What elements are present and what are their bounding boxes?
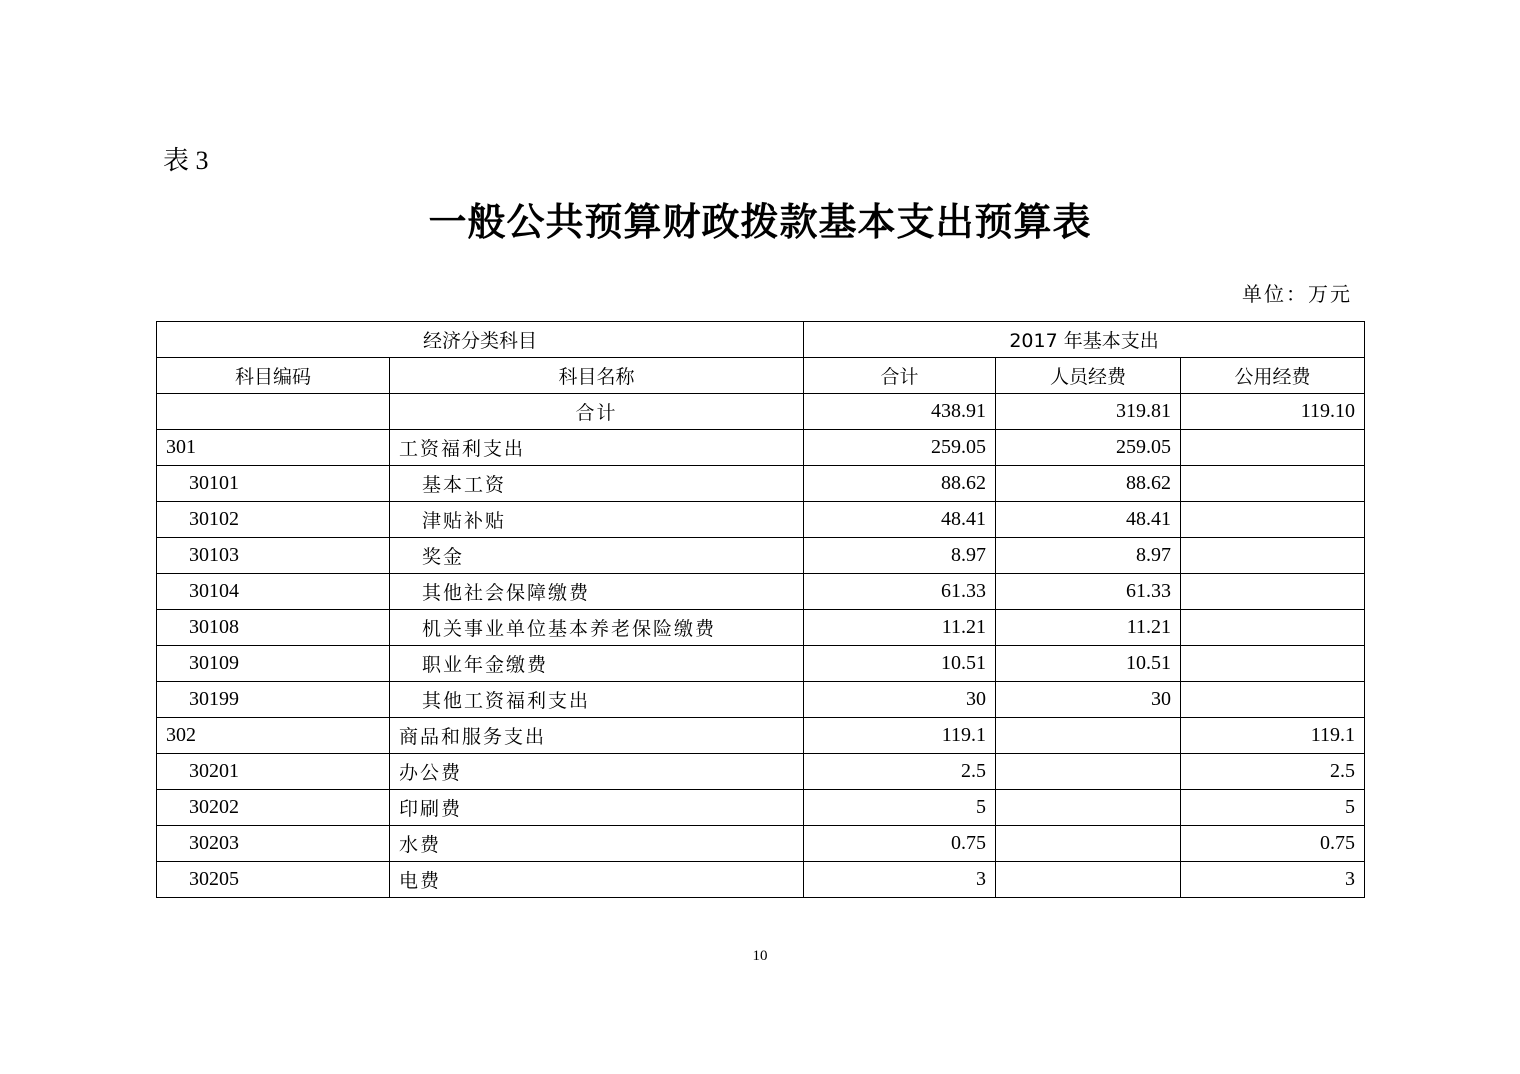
cell-public [1181, 682, 1365, 718]
cell-public [1181, 610, 1365, 646]
cell-total: 2.5 [804, 754, 996, 790]
cell-public: 119.1 [1181, 718, 1365, 754]
column-header-personnel: 人员经费 [996, 358, 1181, 394]
cell-code: 30104 [157, 574, 390, 610]
cell-public: 2.5 [1181, 754, 1365, 790]
column-header-name: 科目名称 [390, 358, 804, 394]
cell-personnel: 11.21 [996, 610, 1181, 646]
table-row [157, 538, 1365, 574]
table-row [157, 646, 1365, 682]
column-header-total: 合计 [804, 358, 996, 394]
cell-total: 30 [804, 682, 996, 718]
cell-total: 10.51 [804, 646, 996, 682]
cell-total: 259.05 [804, 430, 996, 466]
cell-name: 其他社会保障缴费 [390, 574, 804, 610]
cell-personnel: 48.41 [996, 502, 1181, 538]
page-number: 10 [752, 948, 768, 964]
cell-code: 30109 [157, 646, 390, 682]
cell-personnel [996, 826, 1181, 862]
group-header-row [157, 322, 1365, 358]
cell-personnel: 319.81 [996, 394, 1181, 430]
column-header-row [157, 358, 1365, 394]
cell-total: 11.21 [804, 610, 996, 646]
cell-name: 办公费 [390, 754, 804, 790]
cell-public: 3 [1181, 862, 1365, 898]
cell-total: 119.1 [804, 718, 996, 754]
group-header-economic-classification: 经济分类科目 [157, 322, 804, 358]
cell-code [157, 394, 390, 430]
cell-public [1181, 538, 1365, 574]
table-label: 表 3 [163, 146, 209, 175]
cell-personnel: 10.51 [996, 646, 1181, 682]
cell-name: 商品和服务支出 [390, 718, 804, 754]
cell-public [1181, 502, 1365, 538]
cell-public [1181, 646, 1365, 682]
cell-name: 合计 [390, 394, 804, 430]
cell-total: 438.91 [804, 394, 996, 430]
cell-name: 津贴补贴 [390, 502, 804, 538]
cell-code: 30202 [157, 790, 390, 826]
cell-code: 301 [157, 430, 390, 466]
cell-name: 工资福利支出 [390, 430, 804, 466]
cell-total: 5 [804, 790, 996, 826]
cell-code: 30108 [157, 610, 390, 646]
cell-name: 电费 [390, 862, 804, 898]
cell-total: 8.97 [804, 538, 996, 574]
table-row [157, 574, 1365, 610]
table-row [157, 754, 1365, 790]
table-row [157, 826, 1365, 862]
cell-public: 0.75 [1181, 826, 1365, 862]
cell-code: 30201 [157, 754, 390, 790]
cell-public [1181, 430, 1365, 466]
cell-public [1181, 466, 1365, 502]
cell-name: 基本工资 [390, 466, 804, 502]
cell-personnel: 8.97 [996, 538, 1181, 574]
cell-code: 30103 [157, 538, 390, 574]
cell-total: 3 [804, 862, 996, 898]
table-row [157, 862, 1365, 898]
table-row [157, 502, 1365, 538]
cell-total: 88.62 [804, 466, 996, 502]
page-title: 一般公共预算财政拨款基本支出预算表 [428, 199, 1092, 244]
cell-name: 职业年金缴费 [390, 646, 804, 682]
cell-public: 5 [1181, 790, 1365, 826]
table-row [157, 610, 1365, 646]
cell-name: 印刷费 [390, 790, 804, 826]
group-header-basic-expenditure: 2017 年基本支出 [804, 322, 1365, 358]
table-row [157, 718, 1365, 754]
cell-total: 48.41 [804, 502, 996, 538]
cell-public: 119.10 [1181, 394, 1365, 430]
cell-personnel [996, 754, 1181, 790]
column-header-public: 公用经费 [1181, 358, 1365, 394]
column-header-code: 科目编码 [157, 358, 390, 394]
cell-personnel: 61.33 [996, 574, 1181, 610]
table-row [157, 430, 1365, 466]
cell-personnel: 259.05 [996, 430, 1181, 466]
cell-name: 奖金 [390, 538, 804, 574]
table-row [157, 394, 1365, 430]
cell-name: 机关事业单位基本养老保险缴费 [390, 610, 804, 646]
table-row [157, 466, 1365, 502]
cell-personnel: 30 [996, 682, 1181, 718]
cell-name: 水费 [390, 826, 804, 862]
table-row [157, 682, 1365, 718]
cell-code: 30203 [157, 826, 390, 862]
cell-total: 61.33 [804, 574, 996, 610]
cell-personnel [996, 718, 1181, 754]
cell-total: 0.75 [804, 826, 996, 862]
cell-code: 30199 [157, 682, 390, 718]
cell-code: 30102 [157, 502, 390, 538]
cell-personnel: 88.62 [996, 466, 1181, 502]
unit-label: 单位：万元 [1242, 282, 1352, 306]
cell-public [1181, 574, 1365, 610]
table-row [157, 790, 1365, 826]
cell-personnel [996, 862, 1181, 898]
cell-personnel [996, 790, 1181, 826]
cell-code: 302 [157, 718, 390, 754]
cell-code: 30101 [157, 466, 390, 502]
cell-code: 30205 [157, 862, 390, 898]
budget-table [156, 321, 1365, 898]
cell-name: 其他工资福利支出 [390, 682, 804, 718]
